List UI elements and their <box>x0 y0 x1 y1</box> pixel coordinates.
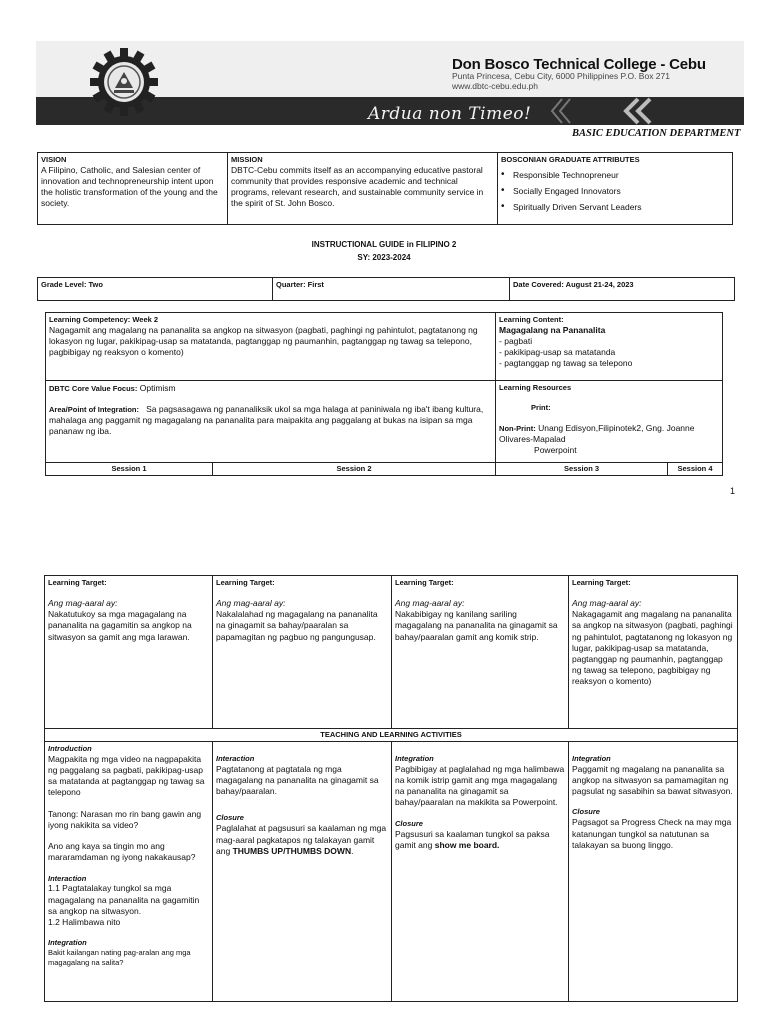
learning-target-label: Learning Target: <box>48 578 107 587</box>
school-name: Don Bosco Technical College - Cebu <box>452 56 706 73</box>
school-logo <box>88 46 160 118</box>
learning-target-lead: Ang mag-aaral ay: <box>395 597 465 608</box>
learning-target-cell <box>45 576 213 729</box>
closure-emphasis: show me board. <box>434 839 500 850</box>
closure-label: Closure <box>395 818 423 828</box>
core-value: Optimism <box>139 383 176 393</box>
session-4-activities <box>569 741 738 1001</box>
learning-target-text: Nakatutukoy sa mga magagalang na pananalita na gagamitin sa angkop na sitwasyon sa gamit ang mga larawan. <box>48 609 192 642</box>
introduction-text: Magpakita ng mga video na nagpapakita ng paggalang sa pagbati, pakikipag-usap sa matatanda at pagtanggap ng tawag sa telepono <box>48 753 205 798</box>
closure-emphasis: THUMBS UP/THUMBS DOWN <box>232 845 352 856</box>
learning-target-cell <box>213 576 392 729</box>
session-header: Session 3 <box>496 463 668 476</box>
chevron-decoration-icon <box>548 97 668 125</box>
department-label: BASIC EDUCATION DEPARTMENT <box>572 128 741 139</box>
attribute-item: • Spiritually Driven Servant Leaders <box>501 202 729 213</box>
vision-cell <box>38 153 228 225</box>
learning-target-text: Nakalalahad ng magagalang na pananalita na ginagamit sa bahay/paaralan sa papamagitan ng pagbuo ng pangungusap. <box>216 609 378 642</box>
interaction-item: 1.1 Pagtatalakay tungkol sa mga magagalang na pananalita na gagamitin sa angkop na sitwasyon. <box>48 883 200 916</box>
attributes-list <box>501 170 729 213</box>
mission-cell <box>228 153 498 225</box>
course-info-table <box>37 277 735 301</box>
integration-label: Integration <box>395 753 434 763</box>
attribute-item: • Socially Engaged Innovators <box>501 186 729 197</box>
guide-title: INSTRUCTIONAL GUIDE in FILIPINO 2 <box>311 240 457 249</box>
integration-text: Bakit kailangan nating pag-aralan ang mga magagalang na salita? <box>48 948 191 968</box>
learning-target-text: Nakagagamit ang magalang na pananalita sa angkop na sitwasyon (pagbati, paghingi ng pahintulot, pagtatanong ng lokasyon ng lugar, pakikipag-usap sa matatanda, pagtanggap ng paumanhin, pagtanggap ng tawag sa telepono, pagbibigay ng reaksyon o komento) <box>572 609 733 687</box>
session-3-activities <box>392 741 569 1001</box>
question-2: Ano ang kaya sa tingin mo ang mararamdaman ng iyong nakakausap? <box>48 841 196 863</box>
nonprint-text: Unang Edisyon,Filipinotek2, Gng. Joanne Olivares-Mapalad <box>499 422 695 444</box>
nonprint-text-2: Powerpoint <box>534 444 577 455</box>
competency-cell <box>46 313 496 381</box>
quarter: Quarter: First <box>273 278 510 301</box>
integration-area-text: Sa pagsasagawa ng pananaliksik ukol sa mga halaga at paniniwala ng iba't ibang kultura, mahalaga ang paggamit ng magagalang na pananalita para maipakita ang paggalang at bukas na isipan sa mga pananaw ng iba. <box>49 404 484 437</box>
competency-heading: Learning Competency: Week 2 <box>49 315 159 324</box>
school-year: SY: 2023-2024 <box>357 253 411 262</box>
learning-target-cell <box>392 576 569 729</box>
interaction-label: Interaction <box>216 753 255 763</box>
content-item: - pakikipag-usap sa matatanda <box>499 346 616 357</box>
closure-text: Pagsusuri sa kaalaman tungkol sa paksa gamit ang show me board. <box>395 828 550 850</box>
closure-text: Paglalahat at pagsusuri sa kaalaman ng mga mag-aaral pagkatapos ng talakayan gamit ang THUMBS UP/THUMBS DOWN. <box>216 823 387 856</box>
content-title: Magagalang na Pananalita <box>499 324 606 335</box>
date-covered: Date Covered: August 21-24, 2023 <box>510 278 735 301</box>
introduction-label: Introduction <box>48 743 92 753</box>
school-website: www.dbtc-cebu.edu.ph <box>452 81 538 91</box>
print-label: Print: <box>531 402 551 412</box>
session-header: Session 2 <box>213 463 496 476</box>
learning-target-label: Learning Target: <box>216 578 275 587</box>
nonprint-label: Non-Print: <box>499 423 536 433</box>
learning-target-label: Learning Target: <box>395 578 454 587</box>
core-value-label: DBTC Core Value Focus: <box>49 384 138 393</box>
grade-level: Grade Level: Two <box>38 278 273 301</box>
mission-text: DBTC-Cebu commits itself as an accompanying educative pastoral community that provides responsive academic and technical programs, relevant research, and sustainable community service in the spirit of St. John Bosco. <box>231 164 484 208</box>
learning-target-label: Learning Target: <box>572 578 631 587</box>
vision-text: A Filipino, Catholic, and Salesian center of innovation and technopreneurship intent upon the holistic transformation of the young and the society. <box>41 164 218 208</box>
core-value-cell <box>46 381 496 463</box>
activities-heading: TEACHING AND LEARNING ACTIVITIES <box>45 729 738 742</box>
mission-heading: MISSION <box>231 155 263 164</box>
vision-heading: VISION <box>41 155 67 164</box>
competency-text: Nagagamit ang magalang na pananalita sa angkop na sitwasyon (pagbati, paghingi ng pahintulot, pagtatanong ng lokasyon ng lugar, pakikipag-usap sa matatanda, pagtanggap ng paumanhin, pagtanggap ng tawag sa telepono, pagbibigay ng reaksyon o komento) <box>49 324 478 357</box>
attribute-item: • Responsible Technopreneur <box>501 170 729 181</box>
session-header: Session 4 <box>668 463 723 476</box>
school-motto: Ardua non Timeo! <box>368 104 532 124</box>
learning-target-cell <box>569 576 738 729</box>
question-1: Tanong: Narasan mo rin bang gawin ang iyong nakikita sa video? <box>48 808 202 830</box>
integration-label: Integration <box>572 753 611 763</box>
page-number: 1 <box>730 486 736 496</box>
content-heading: Learning Content: <box>499 315 564 324</box>
attributes-heading: BOSCONIAN GRADUATE ATTRIBUTES <box>501 155 640 164</box>
session-header: Session 1 <box>46 463 213 476</box>
content-item: - pagbati <box>499 335 533 346</box>
closure-label: Closure <box>216 813 244 823</box>
learning-target-lead: Ang mag-aaral ay: <box>48 597 118 608</box>
closure-label: Closure <box>572 807 600 817</box>
school-address: Punta Princesa, Cebu City, 6000 Philippines P.O. Box 271 <box>452 71 670 81</box>
interaction-label: Interaction <box>48 873 87 883</box>
content-item: - pagtanggap ng tawag sa telepono <box>499 357 633 368</box>
integration-text: Pagbibigay at paglalahad ng mga halimbawa na komik istrip gamit ang mga magagalang na pananalita na ginagamit sa bahay/paaralan na makikita sa Powerpoint. <box>395 763 565 808</box>
integration-text: Paggamit ng magalang na pananalita sa angkop na sitwasyon sa pamamagitan ng pagsulat ng sasabihin sa bawat sitwasyon. <box>572 763 733 797</box>
content-cell <box>496 313 723 381</box>
vision-mission-table <box>37 152 733 225</box>
closure-text: Pagsagot sa Progress Check na may mga katanungan tungkol sa natutunan sa talakayan sa buong linggo. <box>572 817 732 850</box>
integration-area-label: Area/Point of Integration: <box>49 405 139 415</box>
learning-target-text: Nakabibigay ng kanilang sariling magagalang na pananalita na ginagamit sa bahay/paaralan gamit ang komik strip. <box>395 609 558 642</box>
integration-label: Integration <box>48 938 87 948</box>
learning-target-lead: Ang mag-aaral ay: <box>216 597 286 608</box>
session-1-activities <box>45 741 213 1001</box>
resources-heading: Learning Resources <box>499 383 572 392</box>
competency-table <box>45 312 723 476</box>
attributes-cell <box>498 153 733 225</box>
resources-cell <box>496 381 723 463</box>
interaction-item: 1.2 Halimbawa nito <box>48 917 121 928</box>
interaction-text: Pagtatanong at pagtatala ng mga magagalang na pananalita na ginagamit sa bahay/paaralan. <box>216 763 379 797</box>
session-2-activities <box>213 741 392 1001</box>
targets-activities-table <box>44 575 738 1002</box>
learning-target-lead: Ang mag-aaral ay: <box>572 597 642 608</box>
